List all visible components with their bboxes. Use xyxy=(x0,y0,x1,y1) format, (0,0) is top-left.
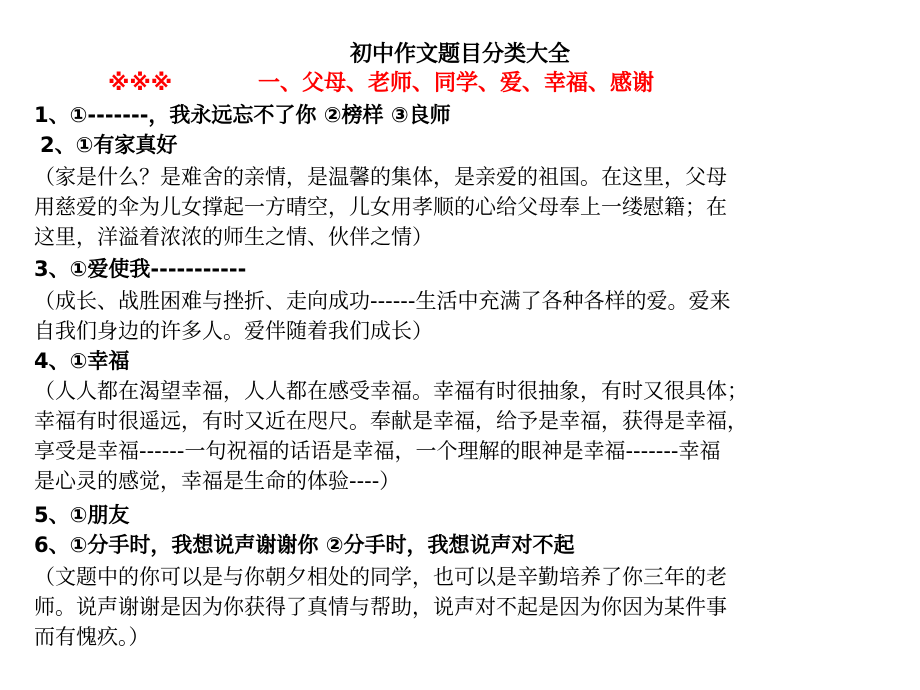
item-topics: ①朋友 xyxy=(69,503,130,527)
section-heading xyxy=(0,68,920,100)
note-line: 用慈爱的伞为儿女撑起一方晴空，儿女用孝顺的心给父母奉上一缕慰籍；在 xyxy=(34,195,727,219)
note-line: 师。说声谢谢是因为你获得了真情与帮助，说声对不起是因为你因为某件事 xyxy=(34,595,727,619)
list-item xyxy=(34,254,894,284)
note-line: 幸福有时很遥远，有时又近在咫尺。奉献是幸福，给予是幸福，获得是幸福， xyxy=(34,409,748,433)
note-line: 享受是幸福------一句祝福的话语是幸福，一个理解的眼神是幸福-------幸福 xyxy=(34,439,721,463)
note-line: 而有愧疚。） xyxy=(34,625,150,649)
item-note xyxy=(34,562,894,652)
item-number: 2、 xyxy=(40,133,76,157)
note-line: （人人都在渴望幸福，人人都在感受幸福。幸福有时很抽象，有时又很具体； xyxy=(34,379,748,403)
note-line: （文题中的你可以是与你朝夕相处的同学，也可以是辛勤培养了你三年的老 xyxy=(34,565,727,589)
item-topics: ①-------，我永远忘不了你 ②榜样 ③良师 xyxy=(69,103,451,127)
list-item xyxy=(34,100,894,130)
item-topics: ①幸福 xyxy=(69,349,130,373)
section-heading-text: 一、父母、老师、同学、爱、幸福、感谢 xyxy=(258,71,655,96)
note-line: 是心灵的感觉，幸福是生命的体验----） xyxy=(34,469,401,493)
item-note xyxy=(34,162,894,252)
item-number: 6、 xyxy=(34,533,70,557)
item-number: 4、 xyxy=(34,349,70,373)
item-topics: ①分手时，我想说声谢谢你 ②分手时，我想说声对不起 xyxy=(69,533,575,557)
item-note xyxy=(34,286,894,346)
note-line: 自我们身边的许多人。爱伴随着我们成长） xyxy=(34,319,433,343)
reference-marks: ※※※ xyxy=(108,71,173,96)
list-item xyxy=(34,346,894,376)
list-item xyxy=(34,530,894,560)
list-item xyxy=(34,500,894,530)
note-line: 这里，洋溢着浓浓的师生之情、伙伴之情） xyxy=(34,225,433,249)
item-topics: ①有家真好 xyxy=(75,133,178,157)
item-number: 1、 xyxy=(34,103,70,127)
list-item xyxy=(40,130,900,160)
item-number: 3、 xyxy=(34,257,70,281)
item-note xyxy=(34,376,894,496)
note-line: （家是什么？是难舍的亲情，是温馨的集体，是亲爱的祖国。在这里，父母 xyxy=(34,165,727,189)
item-topics: ①爱使我----------- xyxy=(69,257,247,281)
page-title: 初中作文题目分类大全 xyxy=(349,42,570,67)
item-number: 5、 xyxy=(34,503,70,527)
note-line: （成长、战胜困难与挫折、走向成功------生活中充满了各种各样的爱。爱来 xyxy=(34,289,731,313)
